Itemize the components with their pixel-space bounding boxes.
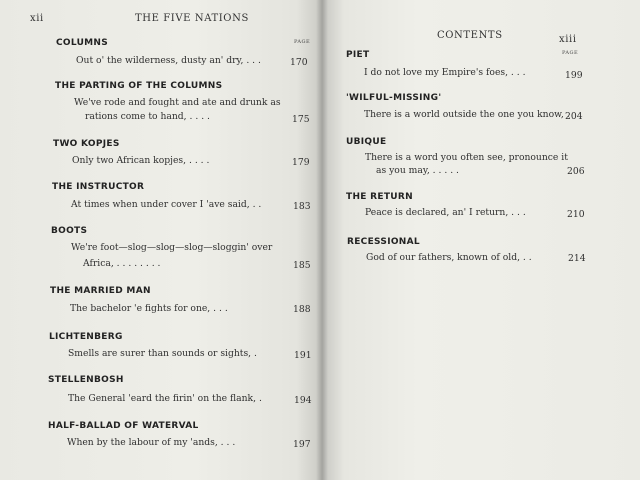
toc-entry-page: 210	[567, 209, 585, 220]
toc-entry-page: 179	[292, 157, 310, 168]
toc-entry-page: 191	[294, 350, 312, 361]
toc-entry-title: UBIQUE	[346, 137, 387, 147]
toc-entry-title: THE PARTING OF THE COLUMNS	[55, 81, 223, 91]
toc-entry-page: 206	[567, 166, 585, 177]
toc-entry-page: 170	[290, 57, 308, 68]
toc-entry-title: RECESSIONAL	[347, 237, 420, 247]
toc-entry-first-line: The bachelor 'e fights for one, . . .	[70, 303, 228, 314]
toc-entry-page: 183	[293, 201, 311, 212]
book-gutter-shadow	[316, 0, 328, 480]
toc-entry-first-line: Out o' the wilderness, dusty an' dry, . . .	[76, 55, 261, 66]
toc-entry-first-line: Peace is declared, an' I return, . . .	[365, 207, 526, 218]
right-page-column-label: PAGE	[562, 50, 579, 56]
toc-entry-page: 199	[565, 70, 583, 81]
toc-entry-page: 204	[565, 111, 583, 122]
toc-entry-page: 188	[293, 304, 311, 315]
left-running-head: THE FIVE NATIONS	[135, 13, 249, 24]
toc-entry-page: 185	[293, 260, 311, 271]
toc-entry-first-line: We've rode and fought and ate and drunk as	[74, 97, 281, 108]
toc-entry-first-line: The General 'eard the firin' on the flank, .	[68, 393, 262, 404]
toc-entry-first-line: I do not love my Empire's foes, . . .	[364, 67, 526, 78]
toc-entry-title: THE RETURN	[346, 192, 413, 202]
toc-entry-title: 'WILFUL-MISSING'	[346, 93, 442, 103]
toc-entry-first-line: There is a word you often see, pronounce it	[365, 152, 568, 163]
toc-entry-first-line-cont: Africa, . . . . . . . .	[83, 258, 161, 269]
left-page-column-label: PAGE	[294, 39, 311, 45]
toc-entry-page: 214	[568, 253, 586, 264]
toc-entry-first-line: There is a world outside the one you know, .	[364, 109, 570, 120]
toc-entry-title: THE INSTRUCTOR	[52, 182, 145, 192]
toc-entry-title: BOOTS	[51, 226, 88, 236]
toc-entry-first-line-cont: rations come to hand, . . . .	[85, 111, 210, 122]
toc-entry-first-line: We're foot—slog—slog—slog—sloggin' over	[71, 242, 273, 253]
toc-entry-first-line: At times when under cover I 'ave said, . .	[71, 199, 262, 210]
toc-entry-page: 197	[293, 439, 311, 450]
right-running-head: CONTENTS	[437, 30, 503, 41]
toc-entry-first-line: When by the labour of my 'ands, . . .	[67, 437, 236, 448]
toc-entry-title: THE MARRIED MAN	[50, 286, 151, 296]
toc-entry-first-line: God of our fathers, known of old, . .	[366, 252, 532, 263]
toc-entry-title: COLUMNS	[56, 38, 109, 48]
right-page-number: xiii	[559, 34, 577, 45]
right-page	[322, 0, 640, 480]
toc-entry-title: STELLENBOSH	[48, 375, 124, 385]
toc-entry-title: TWO KOPJES	[53, 139, 120, 149]
toc-entry-first-line-cont: as you may, . . . . .	[376, 165, 459, 176]
toc-entry-page: 194	[294, 395, 312, 406]
toc-entry-title: LICHTENBERG	[49, 332, 123, 342]
toc-entry-first-line: Only two African kopjes, . . . .	[72, 155, 210, 166]
toc-entry-page: 175	[292, 114, 310, 125]
toc-entry-title: PIET	[346, 50, 370, 60]
left-page-number: xii	[30, 13, 44, 24]
toc-entry-title: HALF-BALLAD OF WATERVAL	[48, 421, 199, 431]
toc-entry-first-line: Smells are surer than sounds or sights, .	[68, 348, 257, 359]
